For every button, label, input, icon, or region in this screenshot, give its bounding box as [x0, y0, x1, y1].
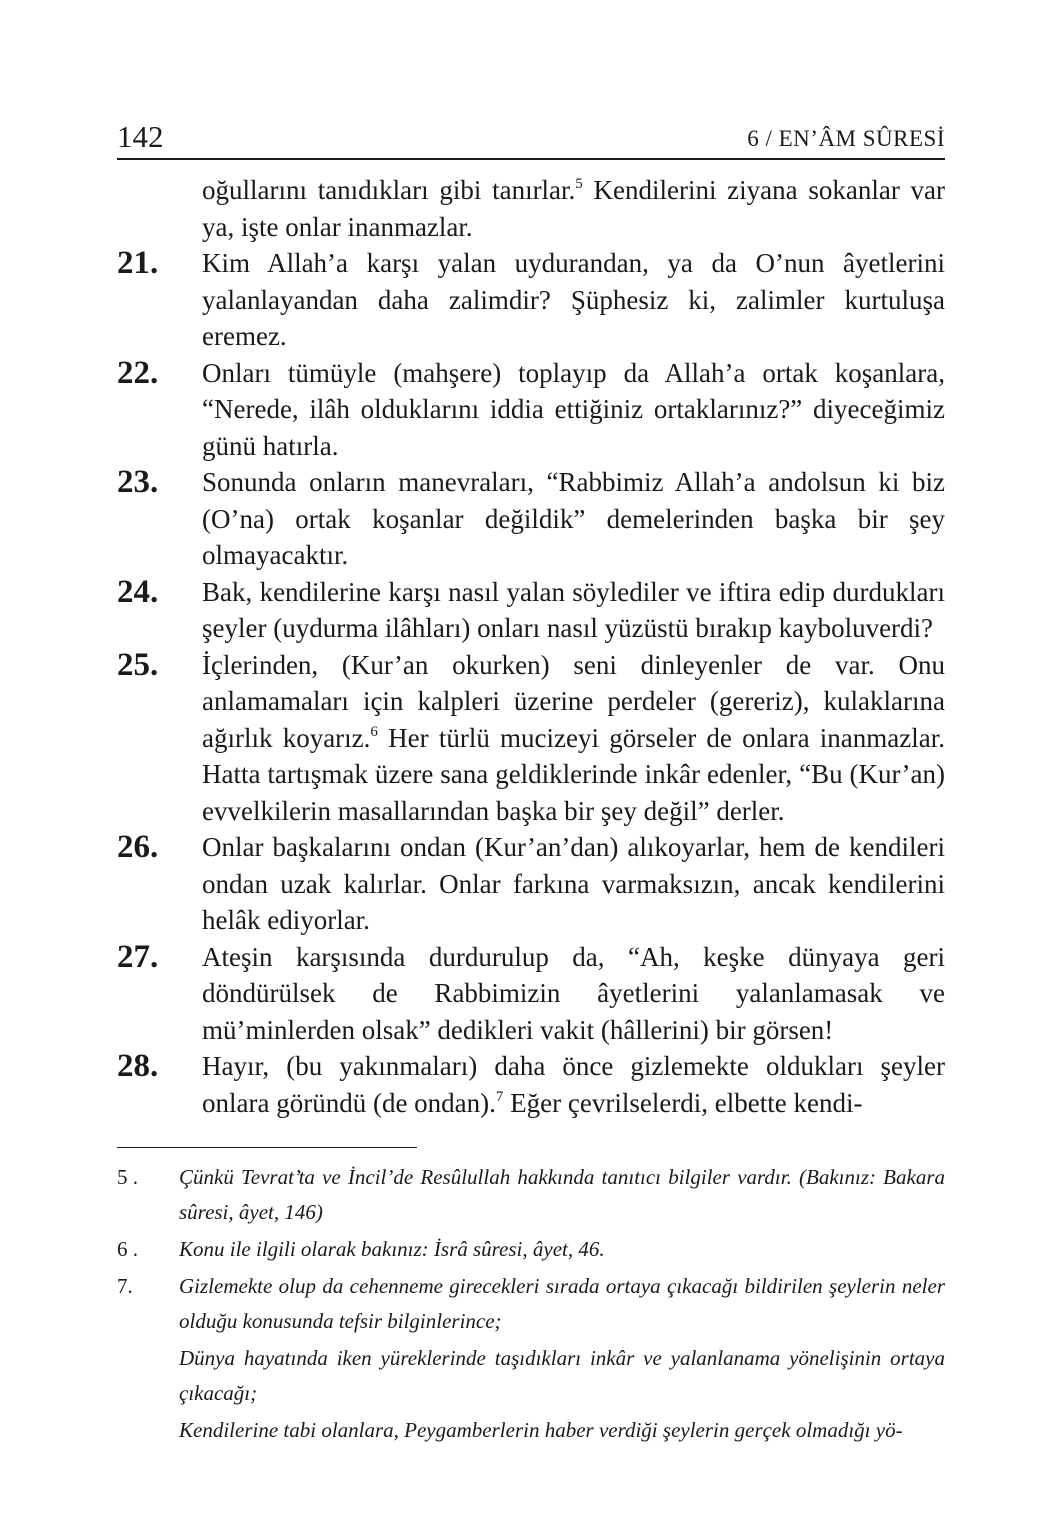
verse-23 — [117, 464, 945, 574]
verse-24 — [117, 574, 945, 647]
footnote-ref: 7 — [495, 1088, 504, 1105]
verse-21 — [117, 245, 945, 355]
page-number: 142 — [117, 119, 164, 154]
verse-27 — [117, 939, 945, 1049]
verse-number: 21. — [117, 245, 159, 281]
verse-number: 25. — [117, 646, 159, 683]
footnote-mark: 7. — [117, 1274, 133, 1298]
verse-text: Ateşin karşısında durdurulup da, “Ah, keşke dünyaya geri döndürülsek de Rabbimizin âyetlerini yalanlamasak ve mü’minlerden olsak” dedikleri vakit (hâllerini) bir görsen! — [202, 941, 945, 1045]
verse-text: İçlerinden, (Kur’an okurken) seni dinleyenler de var. Onu anlamamaları için kalpleri üzerine perdeler (gereriz), kulaklarına ağırlık koyarız. — [202, 649, 945, 753]
verse-text-after: Eğer çevrilselerdi, elbette kendi- — [503, 1087, 863, 1118]
verse-number: 26. — [117, 829, 159, 865]
footnote-ref: 6 — [370, 723, 378, 740]
verse-number: 28. — [117, 1048, 159, 1084]
verse-text: Kim Allah’a karşı yalan uydurandan, ya da O’nun âyetlerini yalanlayandan daha zalimdir? Şüphesiz ki, zalimler kurtuluşa eremez. — [202, 248, 945, 351]
verse-continuation — [117, 172, 945, 245]
footnote-text: Dünya hayatında iken yüreklerinde taşıdıkları inkâr ve yalanlanama yönelişinin ortaya çıkacağı; — [179, 1346, 945, 1405]
footnote-text: Gizlemekte olup da cehenneme girecekleri sırada ortaya çıkacağı bildirilen şeylerin neler olduğu konusunda tefsir bilginlerince; — [179, 1274, 945, 1333]
running-title: 6 / EN’ÂM SÛRESİ — [747, 126, 945, 151]
verse-text: Hayır, (bu yakınmaları) daha önce gizlemekte oldukları şeyler onlara göründü (de ondan). — [202, 1051, 945, 1118]
verse-text: oğullarını tanıdıkları gibi tanırlar. — [202, 175, 576, 205]
verse-number: 23. — [117, 464, 159, 500]
verse-text: Onları tümüyle (mahşere) toplayıp da Allah’a ortak koşanlara, “Nerede, ilâh olduklarını iddia ettiğiniz ortaklarınız?” diyeceğimiz günü hatırla. — [202, 357, 945, 461]
footnote-7-para-3 — [117, 1413, 945, 1448]
footnote-text: Konu ile ilgili olarak bakınız: İsrâ sûresi, âyet, 46. — [179, 1237, 605, 1261]
footnote-text: Kendilerine tabi olanlara, Peygamberlerin haber verdiği şeylerin gerçek olmadığı yö- — [179, 1418, 903, 1442]
verse-number: 27. — [117, 938, 159, 975]
footnotes — [117, 1160, 945, 1450]
footnote-5 — [117, 1160, 945, 1230]
footnote-text: Çünkü Tevrat’ta ve İncil’de Resûlullah hakkında tanıtıcı bilgiler vardır. (Bakınız: Bakara sûresi, âyet, 146) — [179, 1165, 945, 1224]
footnote-7-para-2 — [117, 1341, 945, 1411]
verse-25 — [117, 647, 945, 830]
footnote-divider — [117, 1147, 417, 1148]
verse-text-after: Kendilerini ziyana sokanlar var ya, işte onlar inanmazlar. — [202, 175, 945, 242]
footnote-ref: 5 — [575, 176, 583, 192]
main-text — [117, 172, 945, 1121]
verse-text: Onlar başkalarını ondan (Kur’an’dan) alıkoyarlar, hem de kendileri ondan uzak kalırlar. Onlar farkına varmaksızın, ancak kendilerini helâk ediyorlar. — [202, 832, 945, 935]
footnote-mark: 6 . — [117, 1237, 138, 1261]
verse-text: Bak, kendilerine karşı nasıl yalan söylediler ve iftira edip durdukları şeyler (uydurma ilâhları) onları nasıl yüzüstü bırakıp kayboluverdi? — [202, 576, 945, 643]
page-header — [117, 118, 945, 160]
footnote-6 — [117, 1232, 945, 1267]
verse-22 — [117, 355, 945, 465]
footnote-mark: 5 . — [117, 1165, 138, 1189]
verse-text: Sonunda onların manevraları, “Rabbimiz Allah’a andolsun ki biz (O’na) ortak koşanlar değildik” demelerinden başka bir şey olmayacaktır. — [202, 467, 945, 570]
verse-number: 22. — [117, 354, 159, 391]
verse-26 — [117, 829, 945, 939]
verse-number: 24. — [117, 573, 159, 610]
verse-28 — [117, 1048, 945, 1121]
footnote-7 — [117, 1269, 945, 1339]
verse-text-after: Her türlü mucizeyi görseler de onlara inanmazlar. Hatta tartışmak üzere sana geldiklerinde inkâr edenler, “Bu (Kur’an) evvelkilerin masallarından başka bir şey değil” derler. — [202, 722, 945, 826]
